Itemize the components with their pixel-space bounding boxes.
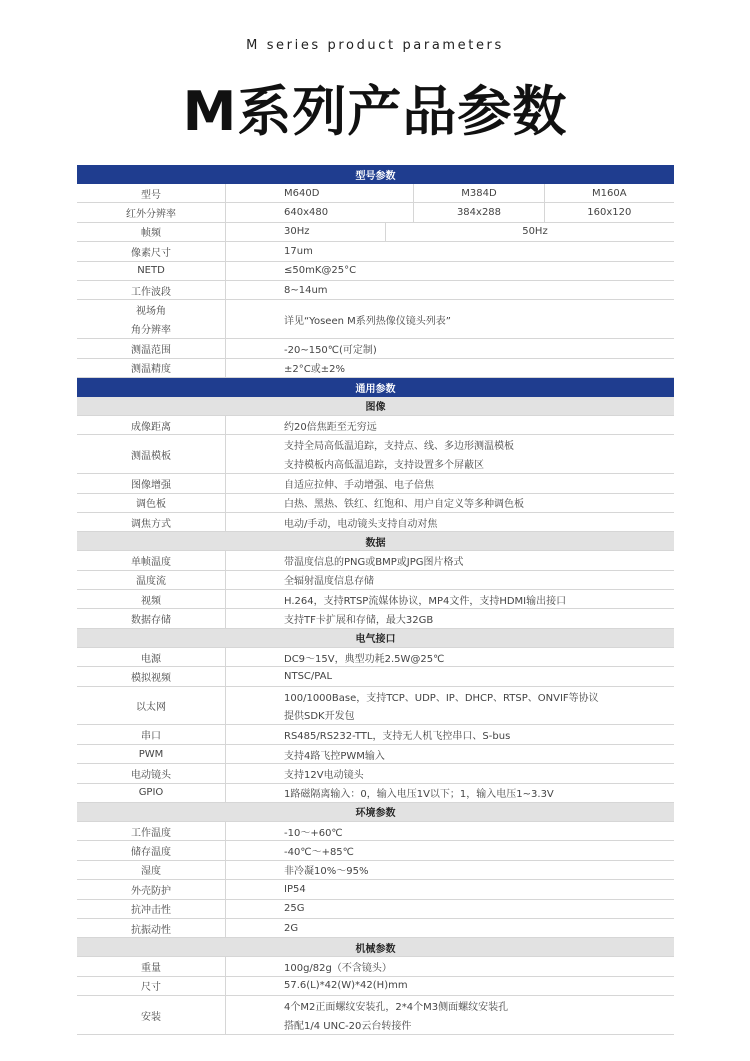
- section-header: 通用参数: [77, 378, 674, 397]
- page-subtitle: M series product parameters: [246, 38, 504, 53]
- row-value: [226, 242, 674, 260]
- table-row: [77, 571, 674, 590]
- value-line: NTSC/PAL: [284, 670, 333, 682]
- section-header: 数据: [77, 532, 674, 551]
- table-cell: 384x288: [414, 203, 544, 221]
- row-label: 湿度: [77, 861, 226, 879]
- row-value: [226, 841, 674, 859]
- value-line: IP54: [284, 883, 306, 895]
- row-value: [226, 977, 674, 995]
- row-value: [226, 339, 674, 357]
- row-value: [226, 687, 674, 725]
- table-row: [77, 919, 674, 938]
- table-row: [77, 513, 674, 532]
- row-cells: [226, 223, 674, 241]
- value-line: 100/1000Base，支持TCP、UDP、IP、DHCP、RTSP、ONVIF等协议: [284, 692, 599, 704]
- row-label: 角分辨率: [131, 325, 171, 337]
- table-row: [77, 281, 674, 300]
- table-row: [77, 242, 674, 261]
- row-value: [226, 494, 674, 512]
- page-title: M系列产品参数: [182, 80, 568, 143]
- row-label: 测温范围: [77, 339, 226, 357]
- value-line: 8~14um: [284, 284, 328, 296]
- value-line: 提供SDK开发包: [284, 711, 355, 723]
- value-line: -20~150℃(可定制): [284, 344, 377, 356]
- row-value: [226, 648, 674, 666]
- value-line: DC9～15V，典型功耗2.5W@25℃: [284, 653, 445, 665]
- value-line: 支持12V电动镜头: [284, 769, 364, 781]
- value-line: 100g/82g（不含镜头）: [284, 963, 392, 975]
- table-row: [77, 609, 674, 628]
- value-line: ≤50mK@25°C: [284, 265, 357, 277]
- row-label: 调色板: [77, 494, 226, 512]
- table-row: [77, 784, 674, 803]
- row-label: 安装: [77, 996, 226, 1034]
- row-value: [226, 416, 674, 434]
- value-line: 2G: [284, 922, 299, 934]
- table-row: [77, 648, 674, 667]
- row-value: [226, 725, 674, 743]
- table-row: [77, 841, 674, 860]
- row-label: 成像距离: [77, 416, 226, 434]
- row-value: [226, 822, 674, 840]
- row-label: 图像增强: [77, 474, 226, 492]
- value-line: 支持模板内高低温追踪，支持设置多个屏蔽区: [284, 460, 484, 472]
- row-label: 视场角: [136, 306, 166, 318]
- row-value: [226, 551, 674, 569]
- row-cells: [226, 203, 674, 221]
- section-header: 图像: [77, 397, 674, 416]
- row-label: 抗冲击性: [77, 900, 226, 918]
- value-line: 带温度信息的PNG或BMP或JPG图片格式: [284, 556, 464, 568]
- table-row: [77, 184, 674, 203]
- table-row: [77, 551, 674, 570]
- row-value: [226, 262, 674, 280]
- table-row: [77, 880, 674, 899]
- row-label: 抗振动性: [77, 919, 226, 937]
- value-line: 支持4路飞控PWM输入: [284, 750, 385, 762]
- row-value: 详见“Yoseen M系列热像仪镜头列表”: [284, 315, 451, 327]
- value-line: -40℃～+85℃: [284, 847, 354, 859]
- row-value: [226, 590, 674, 608]
- row-value: [226, 880, 674, 898]
- row-label: 像素尺寸: [77, 242, 226, 260]
- table-row: [77, 725, 674, 744]
- table-row: [77, 822, 674, 841]
- value-line: 非冷凝10%～95%: [284, 866, 369, 878]
- table-cell: 50Hz: [522, 226, 548, 238]
- table-row: [77, 667, 674, 686]
- row-label: 型号: [77, 184, 226, 202]
- value-line: H.264，支持RTSP流媒体协议，MP4文件，支持HDMI输出接口: [284, 595, 567, 607]
- table-row: [77, 900, 674, 919]
- row-value: [226, 764, 674, 782]
- table-row: [77, 435, 674, 474]
- row-label: 单帧温度: [77, 551, 226, 569]
- value-line: 4个M2正面螺纹安装孔，2*4个M3侧面螺纹安装孔: [284, 1002, 509, 1014]
- row-value: [226, 861, 674, 879]
- table-row: [77, 416, 674, 435]
- row-value: [226, 609, 674, 627]
- value-line: 搭配1/4 UNC-20云台转接件: [284, 1020, 412, 1032]
- table-row: [77, 861, 674, 880]
- row-value: [226, 474, 674, 492]
- row-value: [226, 513, 674, 531]
- row-label: 重量: [77, 957, 226, 975]
- row-label: NETD: [77, 262, 226, 280]
- row-label-group: [77, 300, 226, 338]
- value-line: 约20倍焦距至无穷远: [284, 421, 377, 433]
- table-cell: M160A: [592, 187, 627, 199]
- table-row: [77, 745, 674, 764]
- section-header: 环境参数: [77, 803, 674, 822]
- value-line: -10～+60℃: [284, 827, 343, 839]
- row-label: PWM: [77, 745, 226, 763]
- spec-table: [77, 165, 674, 1035]
- table-row: [77, 359, 674, 378]
- row-value: [226, 784, 674, 802]
- row-label: 红外分辨率: [77, 203, 226, 221]
- row-label: 数据存储: [77, 609, 226, 627]
- section-header: 型号参数: [77, 165, 674, 184]
- table-row: [77, 957, 674, 976]
- table-cell: M640D: [226, 184, 414, 202]
- table-row: [77, 203, 674, 222]
- value-line: 57.6(L)*42(W)*42(H)mm: [284, 980, 408, 992]
- value-line: 17um: [284, 245, 313, 257]
- table-row: [77, 687, 674, 726]
- row-value: [226, 281, 674, 299]
- row-label: GPIO: [77, 784, 226, 802]
- row-label: 以太网: [77, 687, 226, 725]
- row-label: 温度流: [77, 571, 226, 589]
- row-label: 调焦方式: [77, 513, 226, 531]
- row-label: 储存温度: [77, 841, 226, 859]
- table-cell: 30Hz: [226, 223, 386, 241]
- row-cells: [226, 184, 674, 202]
- value-line: RS485/RS232-TTL，支持无人机飞控串口、S-bus: [284, 731, 511, 743]
- row-value: [226, 667, 674, 685]
- table-row: [77, 977, 674, 996]
- table-row: [77, 590, 674, 609]
- row-label: 帧频: [77, 223, 226, 241]
- value-line: 支持全局高低温追踪，支持点、线、多边形测温模板: [284, 441, 514, 453]
- table-row: [77, 996, 674, 1035]
- value-line: ±2°C或±2%: [284, 364, 345, 376]
- row-value: [226, 745, 674, 763]
- value-line: 支持TF卡扩展和存储，最大32GB: [284, 615, 434, 627]
- row-label: 工作温度: [77, 822, 226, 840]
- row-label: 电动镜头: [77, 764, 226, 782]
- row-label: 电源: [77, 648, 226, 666]
- value-line: 电动/手动，电动镜头支持自动对焦: [284, 518, 438, 530]
- row-label: 视频: [77, 590, 226, 608]
- table-row: [77, 474, 674, 493]
- row-label: 工作波段: [77, 281, 226, 299]
- value-line: 25G: [284, 903, 305, 915]
- row-label: 测温模板: [77, 435, 226, 473]
- row-value: [226, 359, 674, 377]
- row-label: 模拟视频: [77, 667, 226, 685]
- row-label: 尺寸: [77, 977, 226, 995]
- row-value: [226, 435, 674, 473]
- table-row: [77, 339, 674, 358]
- table-row: [77, 223, 674, 242]
- row-label: 测温精度: [77, 359, 226, 377]
- table-row: [77, 764, 674, 783]
- row-label: 串口: [77, 725, 226, 743]
- value-line: 全辐射温度信息存储: [284, 576, 374, 588]
- table-row: [77, 262, 674, 281]
- table-row: [77, 494, 674, 513]
- row-value: [226, 900, 674, 918]
- table-row-merged: [77, 300, 674, 339]
- section-header: 机械参数: [77, 938, 674, 957]
- row-value: [226, 919, 674, 937]
- value-line: 自适应拉伸、手动增强、电子倍焦: [284, 479, 434, 491]
- row-label: 外壳防护: [77, 880, 226, 898]
- table-cell: 160x120: [587, 207, 632, 219]
- value-line: 白热、黑热、铁红、红饱和、用户自定义等多种调色板: [284, 499, 524, 511]
- row-value: [226, 996, 674, 1034]
- table-cell: 640x480: [226, 203, 414, 221]
- table-cell: M384D: [414, 184, 544, 202]
- section-header: 电气接口: [77, 629, 674, 648]
- row-value: [226, 571, 674, 589]
- value-line: 1路磁隔离输入：0，输入电压1V以下；1，输入电压1~3.3V: [284, 789, 554, 801]
- row-value: [226, 957, 674, 975]
